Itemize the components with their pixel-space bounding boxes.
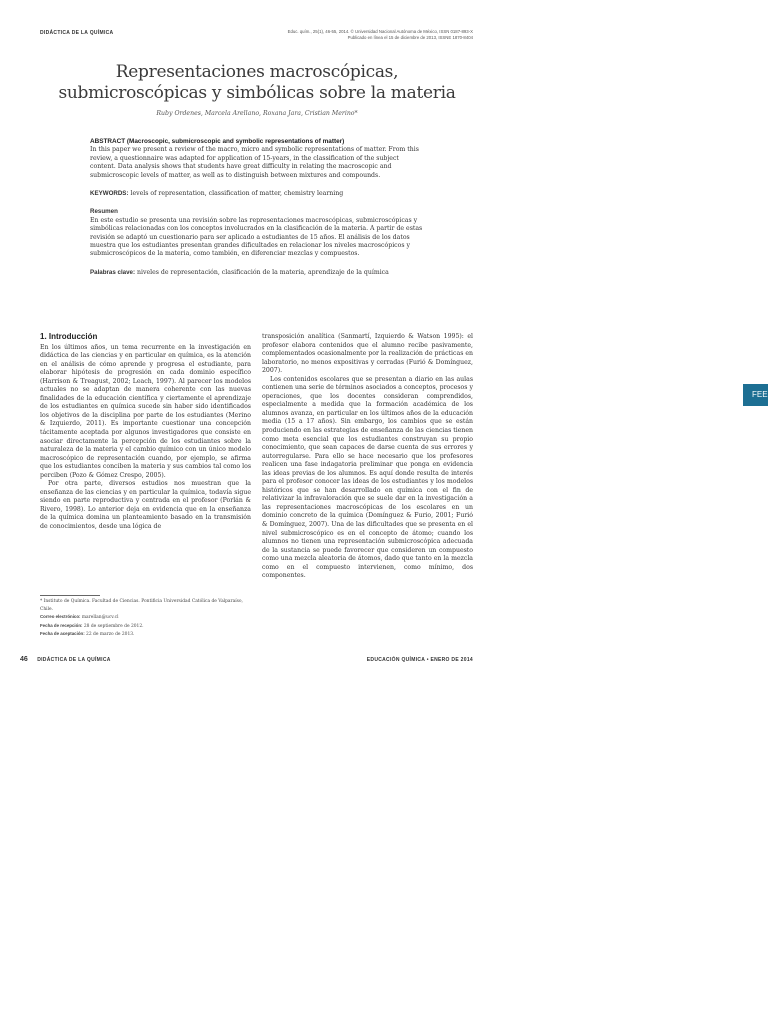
abstract-heading: ABSTRACT (Macroscopic, submicroscopic and symbolic representations of matter) [90,138,345,145]
abstract-paragraph [90,138,424,180]
footnote-email-label: Correo electrónico: [40,614,81,620]
resumen-text: En este estudio se presenta una revisión sobre las representaciones macroscópicas, submicroscópicas y simbólicas relacionadas con los conceptos involucrados en la clasificación de la materia. A partir de estas revisión se adaptó un cuestionario para ser aplicado a estudiantes de 15 años. El análisis de los datos muestra que los estudiantes presentan grandes dificultades en relacionar los niveles macroscópicos y submicroscópicos de la materia, como también, en diferenciar mezclas y compuestos. [90,216,423,258]
resumen-paragraph [90,208,424,258]
footnote-received-label: Fecha de recepción: [40,622,83,628]
body-paragraph: transposición analítica (Sanmartí, Izquierdo & Watson 1995): el profesor elabora contenidos que el alumno recibe pasivamente, complementados ocasionalmente por la realización de prácticas en laboratorio, no menos expositivas y cerradas (Furió & Domínguez, 2007). [262,333,473,375]
footnote-received-value: 28 de septiembre de 2012. [82,623,144,629]
side-tab-button[interactable]: FEE [743,384,768,406]
article-title [40,62,474,104]
resumen-heading: Resumen [90,208,118,216]
footnote-received [40,622,251,631]
abstract-block [90,138,424,287]
keywords-paragraph [90,190,424,198]
citation-line-2: Publicado en línea el 15 de diciembre de 2013, ISSNE 1870-8404 [347,35,473,41]
footnote-accepted [40,630,251,639]
footnote-email-value: marellan@ucv.cl [80,615,119,621]
right-column [262,333,473,581]
title-line-1: Representaciones macroscópicas, [115,62,399,82]
footnote-email [40,613,251,622]
abstract-text: In this paper we present a review of the macro, micro and symbolic representations of matter. From this review, a questionnaire was adapted for application of 15-years, in the classification of the subject content. Data analysis shows that students have great difficulty in relating the macroscopic and submicroscopic levels of matter, as well as to distinguish between mixtures and compounds. [90,146,419,179]
left-column [40,333,251,532]
footer-section-label: DIDÁCTICA DE LA QUÍMICA [37,657,111,663]
footnote-accepted-label: Fecha de aceptación: [40,631,85,637]
body-paragraph: En los últimos años, un tema recurrente en la investigación en didáctica de las ciencias y en particular en química, es la atención en el análisis de cómo aprende y progresa el estudiante, para elaborar hipótesis de progresión en cada dominio específico (Harrison & Treagust, 2002; Leach, 1997). Al parecer los modelos actuales no se adaptan de manera coherente con las nuevas finalidades de la educación científica y ciertamente el aprendizaje de los estudiantes en química sucede sin haber sido identificados los objetivos de la disciplina por parte de los estudiantes (Merino & Izquierdo, 2011). Es importante cuestionar una concepción tácitamente aceptada por algunos investigadores que consiste en asociar directamente la percepción de los estudiantes sobre la naturaleza de la materia y el cambio químico con un único modelo macroscópico de representación cuando, por ejemplo, se afirma que los estudiantes conciben la materia y sus cambios tal como los perciben (Pozo & Gómez Crespo, 2005). [40,343,251,479]
citation-line-1: Educ. quím., 25(1), 46-55, 2014. © Universidad Nacional Autónoma de México, ISSN 0187-893-X [287,29,473,34]
footnote-affiliation: * Instituto de Química. Facultad de Ciencias. Pontificia Universidad Católica de Valparaíso, Chile. [40,599,243,612]
keywords-heading: KEYWORDS: [90,190,129,198]
keywords-text: levels of representation, classification of matter, chemistry learning [128,190,344,198]
title-line-2: submicroscópicas y simbólicas sobre la materia [58,83,456,103]
page-number: 46 [20,656,28,663]
body-paragraph: Por otra parte, diversos estudios nos muestran que la enseñanza de las ciencias y en particular la química, todavía sigue siendo en parte reproductiva y centrada en el profesor (Porlán & Rivero, 1998). Lo anterior deja en evidencia que en la enseñanza de la química domina un planteamiento basado en la transmisión de conocimientos, desde una lógica de [40,480,251,531]
authors: Ruby Ordenes, Marcela Arellano, Roxana Jara, Cristian Merino* [156,110,358,117]
palabras-paragraph [90,269,424,277]
section-heading: 1. Introducción [40,332,98,341]
running-header-section: DIDÁCTICA DE LA QUÍMICA [40,30,114,36]
palabras-text: niveles de representación, clasificación de la materia, aprendizaje de la química [135,268,389,276]
running-header-citation [288,29,473,42]
footnote-divider [40,595,100,596]
body-paragraph: Los contenidos escolares que se presentan a diario en las aulas contienen una serie de términos asociados a conceptos, procesos y operaciones, que los docentes consideran comprendidos, especialmente a medida que la formación académica de los alumnos avanza, en particular en los últimos años de la educación media (15 a 17 años). Sin embargo, los cambios que se están produciendo en las estrategias de enseñanza de las ciencias tienen como meta esencial que los estudiantes construyan su propio conocimiento, que sean capaces de darse cuenta de sus errores y autorregularse. Para ello se hace necesario que los profesores realicen una fase indagatoria preliminar que ponga en evidencia las ideas previas de los alumnos. Es aquí donde resulta de interés para el profesor conocer las ideas de los estudiantes y los modelos históricos que se han desarrollado en química con el fin de relativizar la infravaloración que se suele dar en la investigación a las representaciones macroscópicas de los escolares en un dominio concreto de la química (Domínguez & Furio, 2001; Furió & Domínguez, 2007). Una de las dificultades que se presenta en el nivel submicroscópico es en el concepto de átomo; cuando los alumnos no tienen una representación submicroscópica adecuada de la sustancia se puede favorecer que consideren un compuesto como una mezcla aleatoria de átomos, dado que tanto en la mezcla como en el compuesto intervienen, como mínimo, dos componentes. [262,375,473,580]
footnotes [40,598,251,639]
running-footer-right: EDUCACIÓN QUÍMICA • ENERO DE 2014 [366,657,473,663]
running-footer-left [20,656,111,663]
palabras-heading: Palabras clave: [90,268,136,276]
footnote-accepted-value: 22 de marzo de 2013. [84,632,135,638]
